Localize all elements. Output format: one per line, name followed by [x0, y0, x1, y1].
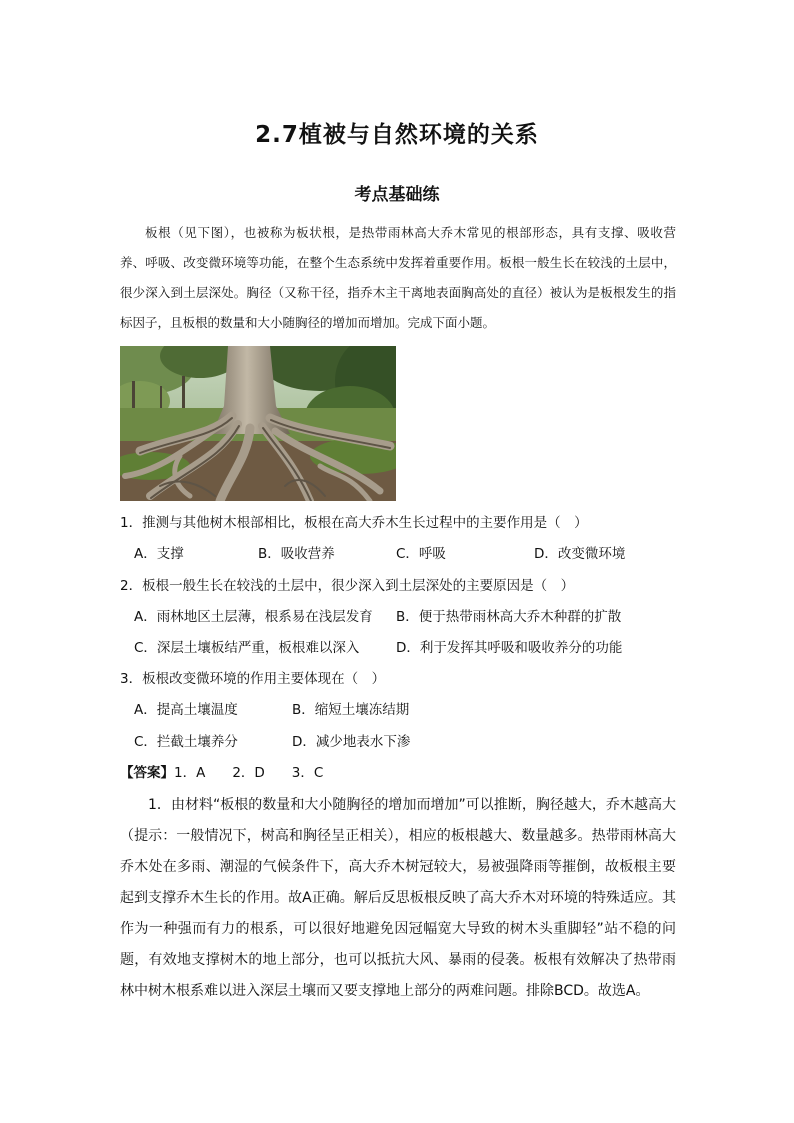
intro-paragraph: 板根（见下图），也被称为板状根，是热带雨林高大乔木常见的根部形态，具有支撑、吸收营养、呼吸、改变微环境等功能，在整个生态系统中发挥着重要作用。板根一般生长在较浅的土层中，很少深入到土层深处。胸径（又称干径，指乔木主干离地表面胸高处的直径）被认为是板根发生的指标因子，且板根的数量和大小随胸径的增加而增加。完成下面小题。: [120, 225, 676, 330]
question-3-option-b: B．缩短土壤冻结期: [292, 702, 410, 718]
answer-line: [120, 763, 323, 783]
question-2-stem: 2．板根一般生长在较浅的土层中，很少深入到土层深处的主要原因是（ ）: [120, 578, 575, 594]
question-2-option-d: D．利于发挥其呼吸和吸收养分的功能: [396, 640, 623, 656]
question-3-stem: 3．板根改变微环境的作用主要体现在（ ）: [120, 671, 386, 687]
section-subtitle: 考点基础练: [354, 185, 440, 205]
question-2-option-c: C．深层土壤板结严重，板根难以深入: [134, 640, 360, 656]
question-1-option-a: A．支撑: [134, 546, 184, 562]
question-1-stem: 1．推测与其他树木根部相比，板根在高大乔木生长过程中的主要作用是（ ）: [120, 515, 588, 531]
buttress-root-photo: [120, 346, 396, 501]
question-3-option-a: A．提高土壤温度: [134, 702, 238, 718]
question-1-option-c: C．呼吸: [396, 546, 446, 562]
analysis-paragraph: 1．由材料“板根的数量和大小随胸径的增加而增加”可以推断，胸径越大，乔木越高大（提示：一般情况下，树高和胸径呈正相关），相应的板根越大、数量越多。热带雨林高大乔木处在多雨、潮湿的气候条件下，高大乔木树冠较大，易被强降雨等摧倒，故板根主要起到支撑乔木生长的作用。故A正确。解后反思板根反映了高大乔木对环境的特殊适应。其作为一种强而有力的根系，可以很好地避免因冠幅宽大导致的树木头重脚轻”站不稳的问题，有效地支撑树木的地上部分，也可以抵抗大风、暴雨的侵袭。板根有效解决了热带雨林中树木根系难以进入深层土壤而又要支撑地上部分的两难问题。排除BCD。故选A。: [120, 797, 676, 999]
question-2-option-a: A．雨林地区土层薄，根系易在浅层发育: [134, 609, 373, 625]
question-1-option-d: D．改变微环境: [534, 546, 626, 562]
question-3-option-c: C．拦截土壤养分: [134, 734, 238, 750]
question-1-option-b: B．吸收营养: [258, 546, 335, 562]
answer-label: 【答案】: [120, 765, 174, 781]
answer-values: 1．A 2．D 3．C: [174, 765, 324, 781]
question-3-option-d: D．减少地表水下渗: [292, 734, 411, 750]
question-2-option-b: B．便于热带雨林高大乔木种群的扩散: [396, 609, 622, 625]
page-title: 2.7植被与自然环境的关系: [255, 122, 539, 148]
